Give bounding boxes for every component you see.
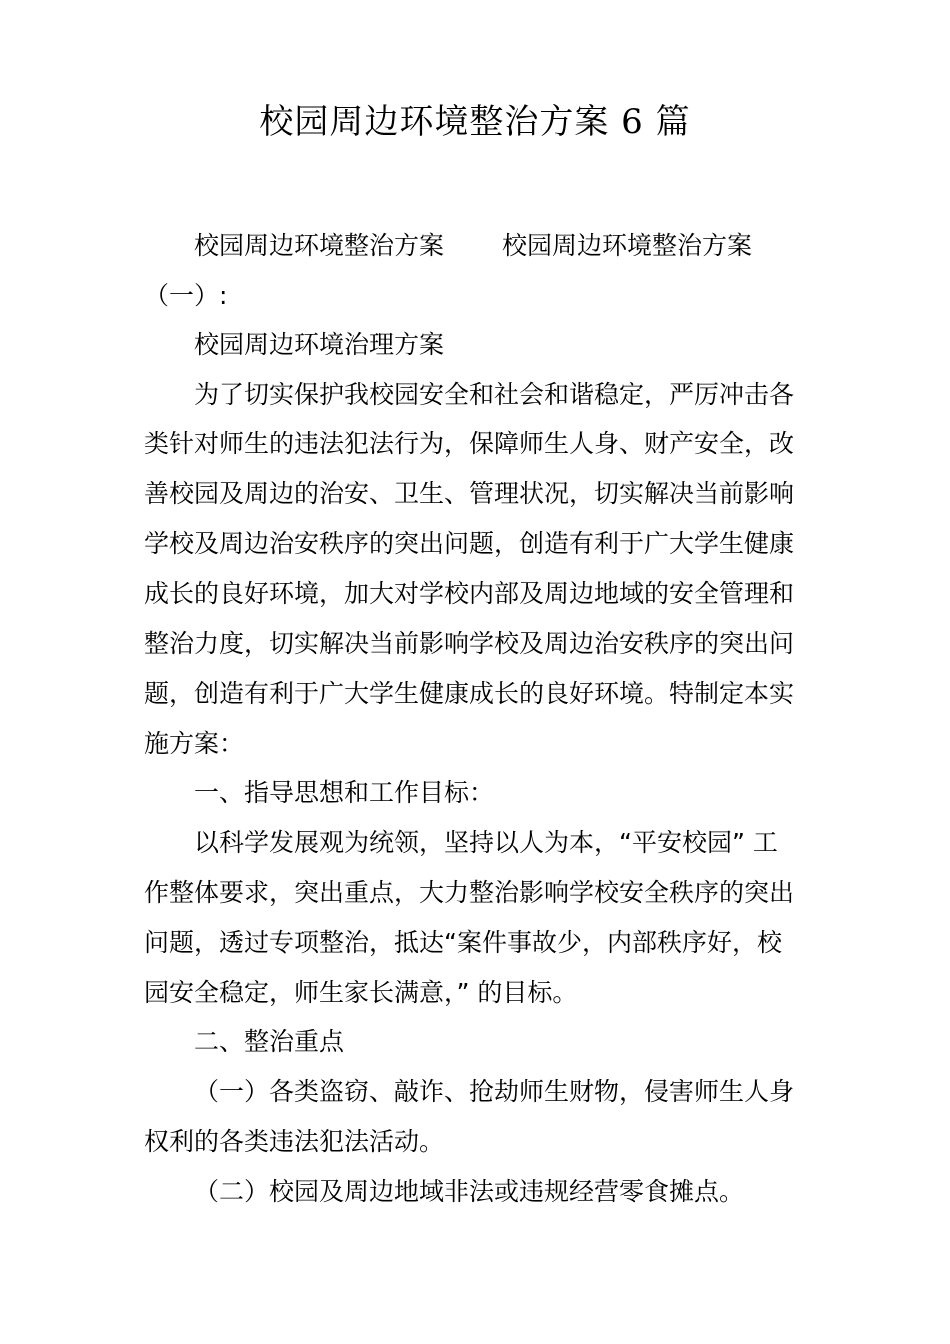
paragraph-line: 为了切实保护我校园安全和社会和谐稳定，严厉冲击各 (194, 380, 795, 409)
paragraph-line: 作整体要求，突出重点，大力整治影响学校安全秩序的突出 (144, 878, 795, 907)
section-heading: 校园周边环境治理方案 (194, 330, 445, 359)
paragraph-line: 题，创造有利于广大学生健康成长的良好环境。特制定本实 (144, 679, 795, 708)
paragraph-line: 园安全稳定，师生家长满意，” 的目标。 (144, 978, 578, 1007)
paragraph-line: 成长的良好环境，加大对学校内部及周边地域的安全管理和 (144, 579, 795, 608)
paragraph-line: （一）: (144, 281, 228, 310)
paragraph-line: 校园周边环境整治方案 校园周边环境整治方案 (194, 231, 752, 260)
paragraph-line: 学校及周边治安秩序的突出问题，创造有利于广大学生健康 (144, 529, 795, 558)
paragraph-line: 施方案： (144, 729, 245, 758)
paragraph-line: 善校园及周边的治安、卫生、管理状况，切实解决当前影响 (144, 479, 795, 508)
paragraph-line: （一）各类盗窃、敲诈、抢劫师生财物，侵害师生人身 (194, 1077, 795, 1106)
section-heading: 二、整治重点 (194, 1027, 345, 1056)
paragraph-line: 以科学发展观为统领，坚持以人为本，“平安校园” 工 (194, 828, 778, 857)
paragraph-line: 类针对师生的违法犯法行为，保障师生人身、财产安全，改 (144, 429, 795, 458)
paragraph-line: 权利的各类违法犯法活动。 (144, 1127, 445, 1156)
section-heading: 一、指导思想和工作目标： (194, 778, 495, 807)
paragraph-line: （二）校园及周边地域非法或违规经营零食摊点。 (194, 1177, 745, 1206)
paragraph-line: 问题，透过专项整治，抵达“案件事故少，内部秩序好，校 (144, 928, 782, 957)
paragraph-line: 整治力度，切实解决当前影响学校及周边治安秩序的突出问 (144, 629, 795, 658)
document-title: 校园周边环境整治方案 6 篇 (259, 102, 691, 142)
